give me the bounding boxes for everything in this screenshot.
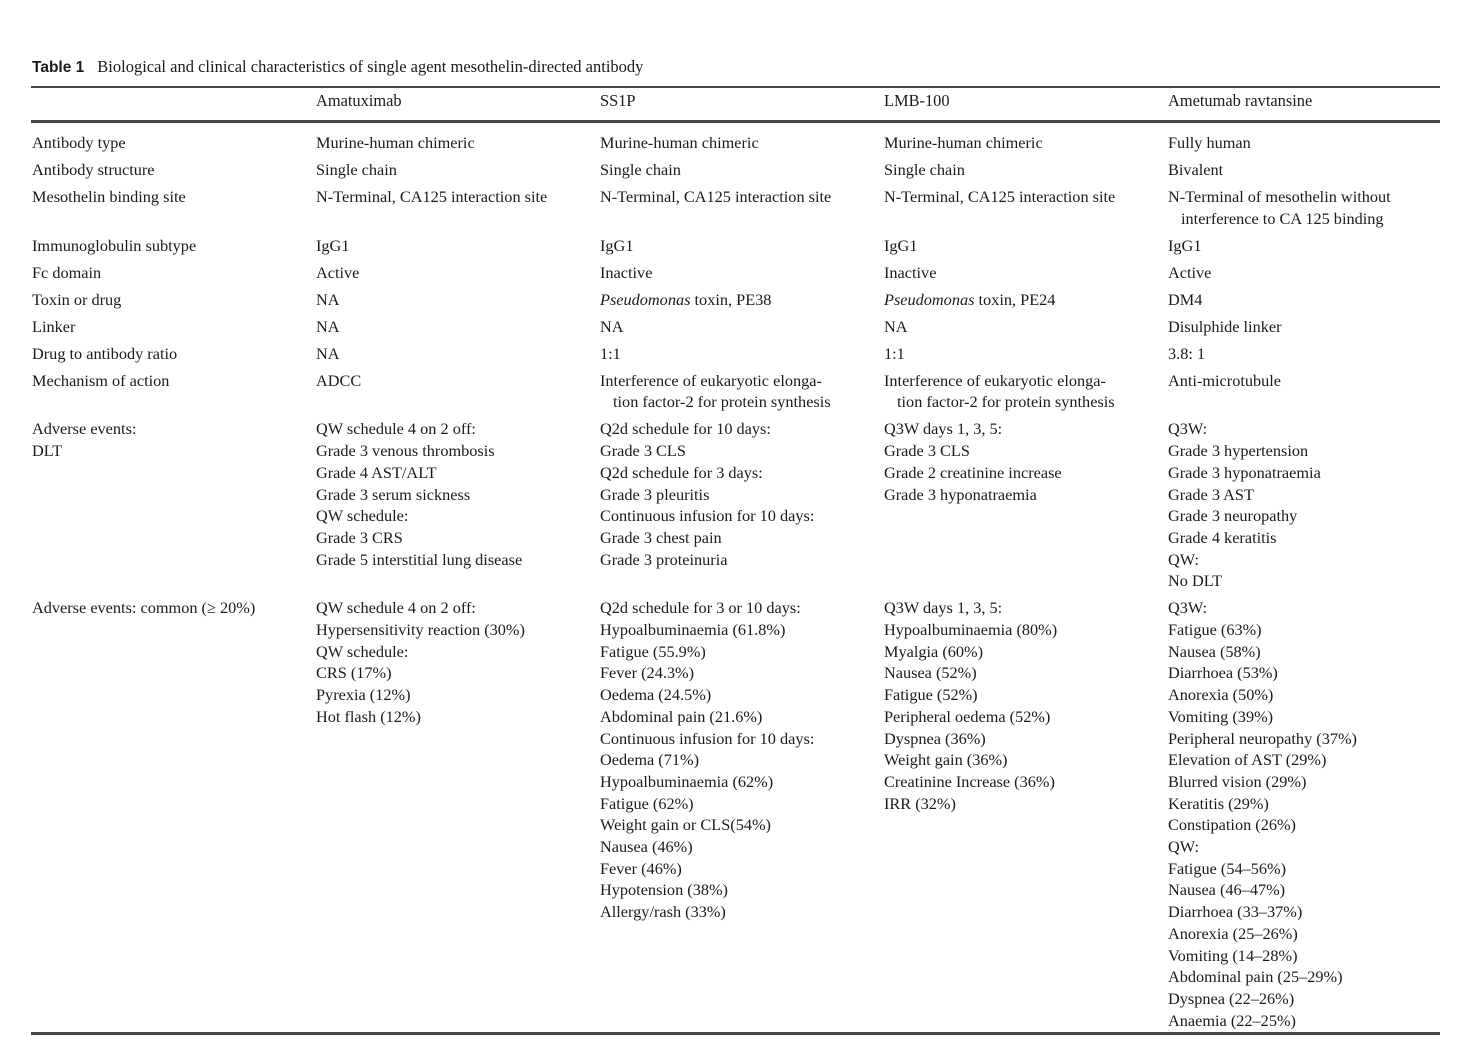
cell-ametumab: 3.8: 1 bbox=[1168, 343, 1206, 363]
cell-lmb-100: NA bbox=[884, 316, 908, 336]
cell-lmb-100: Single chain bbox=[884, 160, 965, 179]
row-label: Fc domain bbox=[32, 262, 102, 282]
cell-amatuximab: QW schedule 4 on 2 off: Grade 3 venous thrombosis Grade 4 AST/ALT Grade 3 serum sickness QW schedule: Grade 3 CRS Grade 5 interstitial lung disease bbox=[316, 419, 523, 569]
row-label: Linker bbox=[32, 316, 76, 336]
cell-ametumab: DM4 bbox=[1168, 289, 1203, 309]
cell-ss1p: NA bbox=[600, 316, 624, 336]
row-mechanism-of-action bbox=[32, 370, 1440, 413]
cell-amatuximab: NA bbox=[316, 316, 340, 336]
table-number-label: Table 1 bbox=[32, 59, 85, 76]
header-empty-cell bbox=[32, 90, 316, 112]
cell-lmb-100: Interference of eukaryotic elonga- tion factor-2 for protein synthesis bbox=[884, 370, 1115, 412]
table-body bbox=[32, 132, 1440, 1037]
cell-lmb-100 bbox=[884, 289, 1168, 311]
pseudomonas-italic: Pseudomonas bbox=[884, 289, 975, 309]
cell-amatuximab: Single chain bbox=[316, 160, 397, 179]
cell-ss1p: N-Terminal, CA125 interaction site bbox=[600, 187, 832, 206]
cell-lmb-100: IgG1 bbox=[884, 235, 918, 255]
cell-amatuximab: NA bbox=[316, 343, 340, 363]
cell-lmb-100: Inactive bbox=[884, 262, 937, 282]
cell-ss1p: Murine-human chimeric bbox=[600, 133, 759, 152]
row-label: Antibody type bbox=[32, 133, 126, 152]
row-fc-domain bbox=[32, 262, 1440, 284]
cell-ametumab: Fully human bbox=[1168, 133, 1251, 152]
row-label: Immunoglobulin subtype bbox=[32, 235, 197, 255]
row-label: Drug to antibody ratio bbox=[32, 343, 178, 363]
header-ss1p: SS1P bbox=[600, 91, 636, 110]
cell-ss1p: 1:1 bbox=[600, 343, 621, 363]
row-adverse-events-dlt bbox=[32, 418, 1440, 592]
cell-ss1p: IgG1 bbox=[600, 235, 634, 255]
cell-amatuximab: N-Terminal, CA125 interaction site bbox=[316, 187, 548, 206]
cell-ametumab: Active bbox=[1168, 262, 1212, 282]
table-rule-bottom bbox=[31, 1032, 1440, 1035]
toxin-rest: toxin, PE24 bbox=[974, 289, 1056, 309]
row-mesothelin-binding-site bbox=[32, 186, 1440, 229]
pseudomonas-italic: Pseudomonas bbox=[600, 289, 691, 309]
row-label: Antibody structure bbox=[32, 160, 155, 179]
cell-ss1p: Interference of eukaryotic elonga- tion factor-2 for protein synthesis bbox=[600, 370, 831, 412]
row-label: Adverse events: DLT bbox=[32, 419, 137, 461]
cell-amatuximab: Murine-human chimeric bbox=[316, 133, 475, 152]
cell-lmb-100: 1:1 bbox=[884, 343, 905, 363]
cell-ametumab: Anti-microtubule bbox=[1168, 370, 1282, 390]
cell-ametumab: IgG1 bbox=[1168, 235, 1202, 255]
row-linker bbox=[32, 316, 1440, 338]
row-label: Mechanism of action bbox=[32, 370, 170, 390]
row-label: Adverse events: common (≥ 20%) bbox=[32, 598, 256, 618]
cell-ametumab: Q3W: Grade 3 hypertension Grade 3 hyponatraemia Grade 3 AST Grade 3 neuropathy Grade 4 keratitis QW: No DLT bbox=[1168, 419, 1321, 591]
row-label: Mesothelin binding site bbox=[32, 187, 186, 206]
header-amatuximab: Amatuximab bbox=[316, 91, 402, 110]
row-toxin-or-drug bbox=[32, 289, 1440, 311]
cell-lmb-100: N-Terminal, CA125 interaction site bbox=[884, 187, 1116, 206]
table-rule-top bbox=[31, 86, 1440, 88]
cell-amatuximab: IgG1 bbox=[316, 235, 350, 255]
cell-ametumab: N-Terminal of mesothelin without interference to CA 125 binding bbox=[1168, 187, 1391, 228]
row-drug-to-antibody-ratio bbox=[32, 343, 1440, 365]
cell-amatuximab: NA bbox=[316, 289, 340, 309]
cell-lmb-100: Q3W days 1, 3, 5: Grade 3 CLS Grade 2 creatinine increase Grade 3 hyponatraemia bbox=[884, 419, 1062, 504]
cell-ametumab: Bivalent bbox=[1168, 160, 1224, 179]
cell-ss1p: Q2d schedule for 10 days: Grade 3 CLS Q2d schedule for 3 days: Grade 3 pleuritis Continuous infusion for 10 days: Grade 3 chest pain Grade 3 proteinuria bbox=[600, 419, 815, 569]
cell-ametumab: Q3W: Fatigue (63%) Nausea (58%) Diarrhoea (53%) Anorexia (50%) Vomiting (39%) Peripheral neuropathy (37%) Elevation of AST (29%) Blurred vision (29%) Keratitis (29%) Constipation (26%) QW: Fatigue (54–56%) Nausea (46–47%) Diarrhoea (33–37%) Anorexia (25–26%) Vomiting (14–28%) Abdominal pain (25–29%) Dyspnea (22–26%) Anaemia (22–25%) bbox=[1168, 598, 1357, 1030]
row-adverse-events-common bbox=[32, 597, 1440, 1031]
cell-ss1p: Single chain bbox=[600, 160, 681, 179]
cell-ss1p: Inactive bbox=[600, 262, 653, 282]
row-label: Toxin or drug bbox=[32, 289, 122, 309]
table-header-row bbox=[32, 90, 1440, 112]
toxin-rest: toxin, PE38 bbox=[690, 289, 772, 309]
row-immunoglobulin-subtype bbox=[32, 235, 1440, 257]
header-lmb-100: LMB-100 bbox=[884, 91, 950, 110]
cell-lmb-100: Q3W days 1, 3, 5: Hypoalbuminaemia (80%) Myalgia (60%) Nausea (52%) Fatigue (52%) Peripheral oedema (52%) Dyspnea (36%) Weight gain (36%) Creatinine Increase (36%) IRR (32%) bbox=[884, 598, 1058, 813]
cell-amatuximab: ADCC bbox=[316, 370, 362, 390]
header-ametumab-ravtansine: Ametumab ravtansine bbox=[1168, 91, 1313, 110]
cell-ss1p: Q2d schedule for 3 or 10 days: Hypoalbuminaemia (61.8%) Fatigue (55.9%) Fever (24.3%) Oedema (24.5%) Abdominal pain (21.6%) Continuous infusion for 10 days: Oedema (71%) Hypoalbuminaemia (62%) Fatigue (62%) Weight gain or CLS(54%) Nausea (46%) Fever (46%) Hypotension (38%) Allergy/rash (33%) bbox=[600, 598, 815, 922]
table-caption bbox=[32, 56, 1232, 78]
cell-lmb-100: Murine-human chimeric bbox=[884, 133, 1043, 152]
table-caption-text: Biological and clinical characteristics of single agent mesothelin-directed antibody bbox=[97, 57, 644, 76]
table-rule-header-bottom bbox=[31, 120, 1440, 123]
row-antibody-type bbox=[32, 132, 1440, 154]
cell-ametumab: Disulphide linker bbox=[1168, 316, 1282, 336]
row-antibody-structure bbox=[32, 159, 1440, 181]
cell-ss1p bbox=[600, 289, 884, 311]
cell-amatuximab: Active bbox=[316, 262, 360, 282]
cell-amatuximab: QW schedule 4 on 2 off: Hypersensitivity reaction (30%) QW schedule: CRS (17%) Pyrexia (12%) Hot flash (12%) bbox=[316, 598, 525, 726]
